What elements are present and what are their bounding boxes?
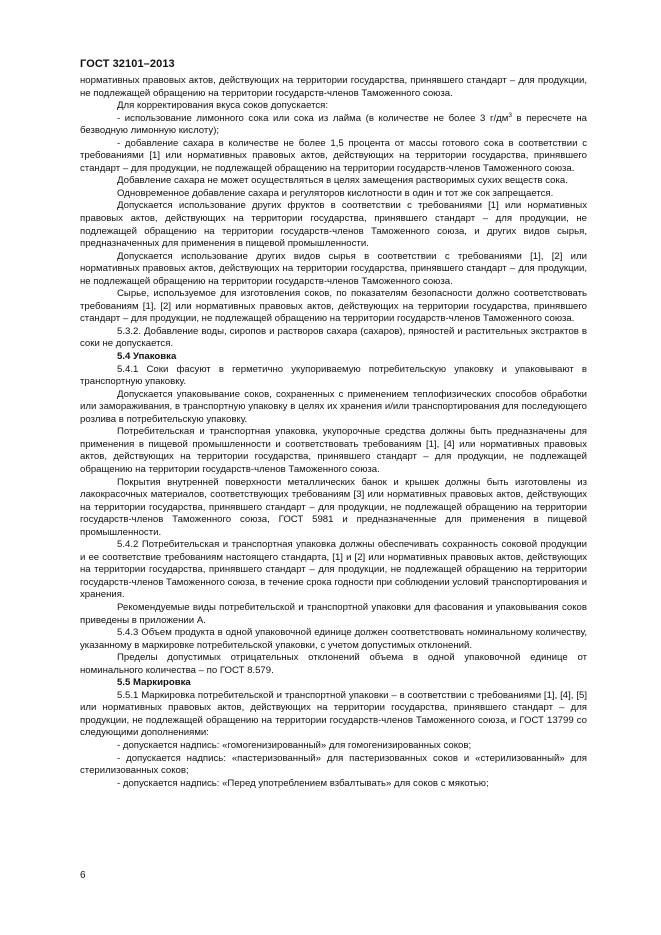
paragraph-text-tail: в пересчете на безводную лимонную кислоту); [80,112,587,137]
paragraph-text: Добавление сахара не может осуществляться в целях замещения растворимых сухих веществ сока. [117,175,568,187]
paragraph [80,539,587,602]
paragraph [80,477,587,540]
paragraph-text: Рекомендуемые виды потребительской и транспортной упаковки для фасования и упаковывания соков приведены в приложении А. [80,601,587,626]
paragraph [80,690,587,740]
paragraph [80,75,587,100]
paragraph-text: - допускается надпись: «Перед употреблением взбалтывать» для соков с мякотью; [117,777,489,789]
section-heading [80,351,587,364]
paragraph-text: 5.4.2 Потребительская и транспортная упаковка должны обеспечивать сохранность соковой продукции и ее соответствие требованиям настоящего стандарта, [1] и [2] или нормативных правовых актов, действующих на территории государства, принявшего стандарт – для продукции, не подлежащей обращению на территории государств-членов Таможенного союза, в течение срока годности при соблюдении условий транспортирования и хранения. [80,539,587,601]
paragraph-text: - добавление сахара в количестве не более 1,5 процента от массы готового сока в соответствии с требованиями [1] или нормативных правовых актов, действующих на территории государства, принявшего стандарт – для продукции, не подлежащей обращению на территории государств-членов Таможенного союза. [80,137,587,174]
paragraph [80,251,587,289]
paragraph-text: 5.5 Маркировка [117,677,191,689]
section-heading [80,677,587,690]
paragraph [80,627,587,652]
paragraph [80,364,587,389]
paragraph [80,753,587,778]
document-header: ГОСТ 32101–2013 [80,58,175,70]
paragraph [80,389,587,427]
paragraph [80,652,587,677]
paragraph [80,200,587,250]
paragraph-text: 5.4 Упаковка [117,351,177,363]
page-number: 6 [80,870,86,881]
paragraph-text: Потребительская и транспортная упаковка, укупорочные средства должны быть предназначены для применения в пищевой промышленности и соответствовать требованиям [1], [4] или нормативных правовых актов, действующих на территории государства, принявшего стандарт – для продукции, не подлежащей обращению на территории государств-членов Таможенного союза. [80,426,587,475]
paragraph-text: - использование лимонного сока или сока из лайма (в количестве не более 3 г/дм [117,112,509,124]
paragraph [80,288,587,326]
paragraph [80,138,587,176]
paragraph-text: 5.4.1 Соки фасуют в герметично укупориваемую потребительскую упаковку и упаковывают в транспортную упаковку. [80,363,587,388]
paragraph-text: Допускается упаковывание соков, сохраненных с применением теплофизических способов обработки или замораживания, в транспортную упаковку в целях их хранения и/или транспортирования для последующего розлива в потребительскую упаковку. [80,388,587,425]
paragraph-text: Для корректирования вкуса соков допускается: [117,100,329,112]
paragraph [80,426,587,476]
paragraph [80,188,587,201]
paragraph-text: 5.4.3 Объем продукта в одной упаковочной единице должен соответствовать номинальному количеству, указанному в маркировке потребительской упаковки, с учетом допустимых отклонений. [80,627,587,651]
paragraph-text: 5.3.2. Добавление воды, сиропов и растворов сахара (сахаров), пряностей и растительных экстрактов в соки не допускается. [80,325,587,350]
paragraph-text: Пределы допустимых отрицательных отклонений объема в одной упаковочной единице от номинального количества – по ГОСТ 8.579. [80,652,587,676]
paragraph-text: нормативных правовых актов, действующих на территории государства, принявшего стандарт – для продукции, не подлежащей обращению на территории государств-членов Таможенного союза. [80,75,587,99]
paragraph [80,602,587,627]
paragraph-text: Допускается использование других видов сырья в соответствии с требованиями [1], [2] или нормативных правовых актов, действующих на территории государства, принявшего стандарт – для продукции, не подлежащей обращению на территории государств-членов Таможенного союза. [80,250,587,287]
superscript: 3 [508,111,512,119]
document-body [80,75,587,790]
paragraph-text: Допускается использование других фруктов в соответствии с требованиями [1] или нормативных правовых актов, действующих на территории государства, принявшего стандарт – для продукции, не подлежащей обращению на территории государств-членов Таможенного союза, и других видов сырья, предназначенных для применения в пищевой промышленности. [80,200,587,250]
paragraph-text: Одновременное добавление сахара и регуляторов кислотности в один и тот же сок запрещается. [117,187,554,199]
paragraph-text: 5.5.1 Маркировка потребительской и транспортной упаковки – в соответствии с требованиями [1], [4], [5] или нормативных правовых актов, действующих на территории государства, принявшего стандарт – для продукции, не подлежащей обращению на территории государств-членов Таможенного союза, и ГОСТ 13799 со следующими дополнениями: [80,689,587,739]
paragraph [80,326,587,351]
paragraph-text: - допускается надпись: «пастеризованный» для пастеризованных соков и «стерилизованный» для стерилизованных соков; [80,752,587,777]
paragraph [80,113,587,138]
paragraph [80,175,587,188]
paragraph-text: Покрытия внутренней поверхности металлических банок и крышек должны быть изготовлены из лакокрасочных материалов, соответствующих требованиям [3] или нормативных правовых актов, действующих на территории государства, принявшего стандарт – для продукции, не подлежащей обращению на территории государств-членов Таможенного союза, ГОСТ 5981 и предназначенные для применения в пищевой промышленности. [80,476,587,538]
paragraph-text: Сырье, используемое для изготовления соков, по показателям безопасности должно соответствовать требованиям [1], [2] или нормативных правовых актов, действующих на территории государства, принявшего стандарт – для продукции, не подлежащей обращению на территории государств-членов Таможенного союза. [80,288,587,325]
paragraph [80,778,587,791]
paragraph-text: - допускается надпись: «гомогенизированный» для гомогенизированных соков; [117,739,472,751]
paragraph [80,740,587,753]
